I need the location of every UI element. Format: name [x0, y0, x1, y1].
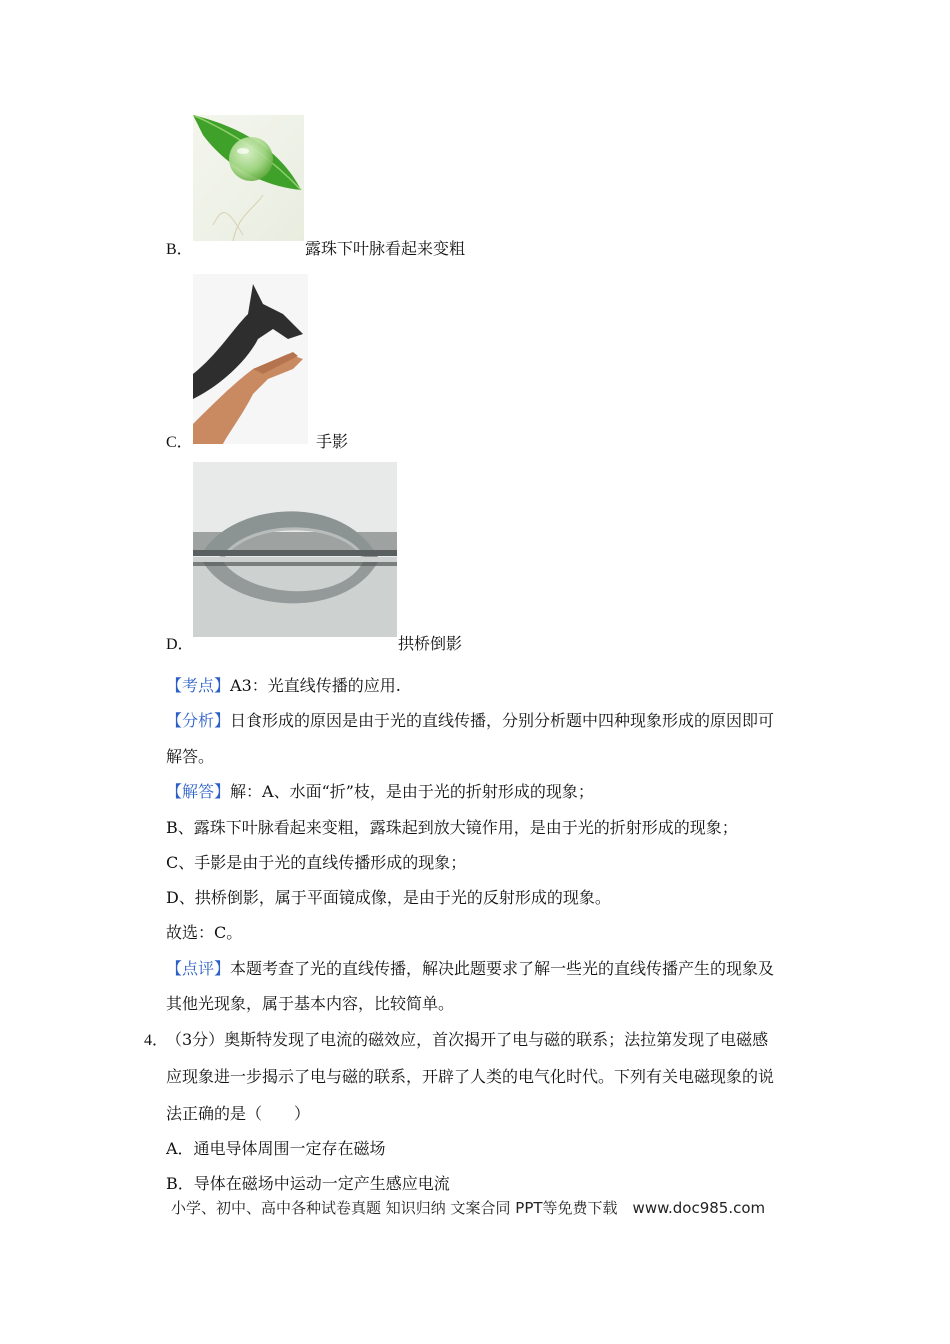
fenxi-line-2: 解答。: [166, 747, 215, 766]
option-d-text: 拱桥倒影: [398, 634, 463, 653]
question-4-line-2: 应现象进一步揭示了电与磁的联系，开辟了人类的电气化时代。下列有关电磁现象的说: [166, 1067, 775, 1086]
dianping-line-2: 其他光现象，属于基本内容，比较简单。: [166, 994, 455, 1013]
jieda-line-4: D、拱桥倒影，属于平面镜成像，是由于光的反射形成的现象。: [166, 888, 611, 907]
option-c-letter: C．: [166, 434, 193, 451]
jieda-line-1: [166, 779, 594, 802]
jieda-tag: 【解答】: [166, 782, 231, 801]
dianping-line-1: [166, 956, 774, 979]
page-footer: 小学、初中、高中各种试卷真题 知识归纳 文案合同 PPT等免费下载 www.doc985.com: [171, 1199, 766, 1217]
dianping-tag: 【点评】: [166, 959, 231, 978]
question-4-line-3: 法正确的是（ ）: [166, 1104, 311, 1123]
dewdrop-leaf-image: [193, 115, 304, 241]
fenxi-text-1: 日食形成的原因是由于光的直线传播，分别分析题中四种现象形成的原因即可: [230, 711, 775, 730]
arch-bridge-image: [193, 462, 397, 637]
option-c-text: 手影: [316, 432, 349, 451]
question-4-line-1: （3分）奥斯特发现了电流的磁效应，首次揭开了电与磁的联系；法拉第发现了电磁感: [166, 1030, 769, 1049]
hand-shadow-image: [193, 274, 308, 444]
dianping-text-1: 本题考查了光的直线传播，解决此题要求了解一些光的直线传播产生的现象及: [230, 959, 775, 978]
fenxi-line-1: [166, 708, 774, 731]
question-4-option-b: B．导体在磁场中运动一定产生感应电流: [166, 1174, 450, 1193]
jieda-text-1: 解：A、水面“折”枝，是由于光的折射形成的现象；: [230, 782, 594, 801]
kaodian-tag: 【考点】: [166, 676, 231, 695]
jieda-line-3: C、手影是由于光的直线传播形成的现象；: [166, 853, 467, 872]
jieda-line-2: B、露珠下叶脉看起来变粗，露珠起到放大镜作用，是由于光的折射形成的现象；: [166, 818, 738, 837]
option-b-text: 露珠下叶脉看起来变粗: [305, 239, 466, 258]
option-b-letter: B．: [166, 241, 193, 258]
question-4-number: 4．: [144, 1032, 169, 1049]
option-d-letter: D．: [166, 636, 194, 653]
fenxi-tag: 【分析】: [166, 711, 231, 730]
kaodian-text: A3：光直线传播的应用.: [230, 676, 401, 695]
kaodian-line: [166, 673, 401, 696]
question-4-option-a: A．通电导体周围一定存在磁场: [166, 1139, 386, 1158]
jieda-line-5: 故选：C。: [166, 923, 243, 942]
